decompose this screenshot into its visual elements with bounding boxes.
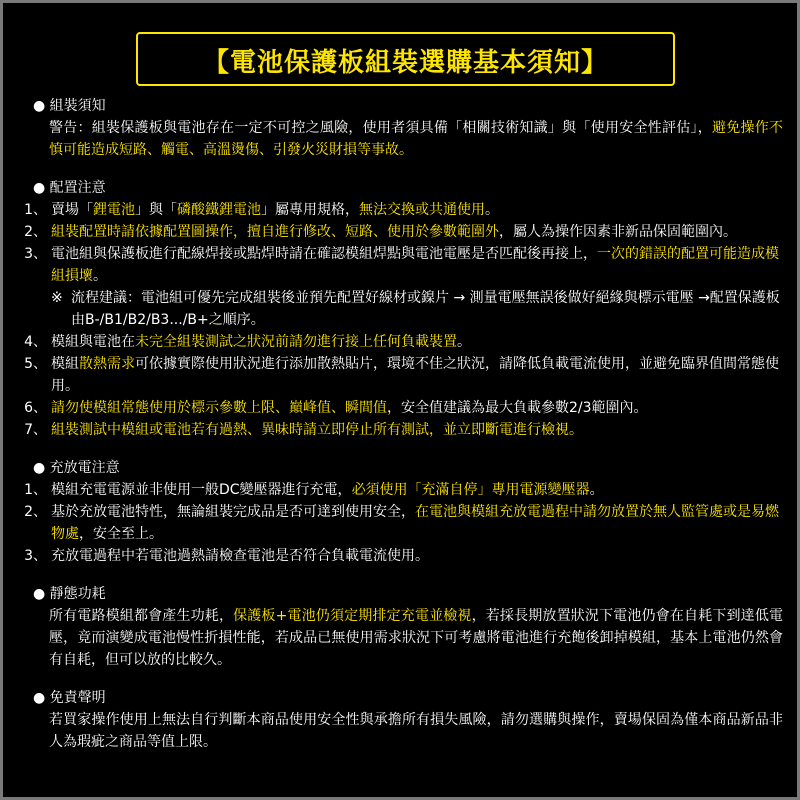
body-text: ，屬人為操作因素非新品保固範圍內。 [499,224,737,240]
body-text: 充放電過程中若電池過熱請檢查電池是否符合負載電流使用。 [51,548,429,564]
body-text: 」與「 [135,202,177,218]
item-number: 2、 [24,504,47,520]
body-text: 。 [485,202,499,218]
highlighted-text: 未完全組裝測試之狀況前請勿進行接上任何負載裝置 [135,334,457,350]
body-text: 。 [457,334,471,350]
body-text: ，若採長期放置狀況下電池仍會在自耗下到達低電壓，竟而演變成電池慢性折損性能，若成品已無使用需求狀況下可考慮將電池進行充飽後卸掉模組，基本上電池仍然會有自耗，但可以放的比較久。 [49,608,784,668]
body-text: ，安全至上。 [79,526,163,542]
bullet-icon: ● [33,690,46,706]
body-text: 基於充放電池特性，無論組裝完成品是否可達到使用安全， [51,504,415,520]
numbered-item [24,545,783,567]
section-heading [33,177,783,199]
body-text: 警告：組裝保護板與電池存在一定不可控之風險，使用者須具備「相關技術知識」與「使用安全性評估」， [49,120,712,136]
item-number: 7、 [24,422,47,438]
section-heading [33,95,783,117]
highlighted-text: 組裝測試中模組或電池若有過熱、異味時請立即停止所有測試，並立即斷電進行檢視。 [51,422,583,438]
page-title: 【電池保護板組裝選購基本須知】 [202,48,608,78]
section-heading [33,457,783,479]
section-title: 靜態功耗 [49,586,106,602]
numbered-item [24,419,783,441]
body-text: 模組充電電源並非使用一般DC變壓器進行充電， [51,482,352,498]
body-text: 模組 [51,356,79,372]
body-text: 若買家操作使用上無法自行判斷本商品使用安全性與承擔所有損失風險，請勿選購與操作，賣場保固為僅本商品新品非人為瑕疵之商品等值上限。 [49,712,783,750]
numbered-item [24,479,783,501]
section-title: 組裝須知 [49,98,106,114]
highlighted-text: 請勿使模組常態使用於標示參數上限、巔峰值、瞬間值 [51,400,387,416]
note-mark-icon: ※ [51,290,63,306]
highlighted-text: 保護板+電池仍須定期排定充電並檢視 [233,608,472,624]
item-number: 2、 [24,224,47,240]
highlighted-text: 無法交換或共通使用 [359,202,485,218]
item-number: 5、 [24,356,47,372]
notice-section [24,177,783,441]
section-title: 免責聲明 [49,690,106,706]
body-text: 所有電路模組都會產生功耗， [49,608,234,624]
body-text: 」屬專用規格， [261,202,359,218]
notice-section [33,95,783,161]
section-title: 充放電注意 [49,460,120,476]
note-text: 流程建議：電池組可優先完成組裝後並預先配置好線材或鎳片 → 測量電壓無誤後做好絕緣與標示電壓 →配置保護板 由B-/B1/B2/B3.../B+之順序。 [71,290,780,328]
notice-section [33,687,783,753]
section-heading [33,687,783,709]
bullet-icon: ● [33,586,46,602]
body-text: 可依據實際使用狀況進行添加散熱貼片，環境不佳之狀況，請降低負載電流使用，並避免臨界值間常態使用。 [51,356,779,394]
item-number: 4、 [24,334,47,350]
highlighted-text: 組裝配置時請依據配置圖操作，擅自進行修改、短路、使用於參數範圍外 [51,224,499,240]
body-text: 模組與電池在 [51,334,135,350]
highlighted-text: 避免操作不慎可能造成短路、觸電、高溫燙傷、引發火災財損等事故。 [49,120,784,158]
item-number: 3、 [24,246,47,262]
body-text: 電池組與保護板進行配線焊接或點焊時請在確認模組焊點與電池電壓是否匹配後再接上， [51,246,597,262]
body-text: 。 [589,482,604,498]
section-title: 配置注意 [49,180,106,196]
numbered-item [24,243,783,287]
numbered-item [24,199,783,221]
body-text: 賣場「 [51,202,93,218]
section-paragraph [49,709,783,753]
highlighted-text: 鋰電池 [93,202,135,218]
section-heading [33,583,783,605]
item-number: 1、 [24,482,47,498]
bullet-icon: ● [33,180,46,196]
highlighted-text: 必須使用「充滿自停」專用電源變壓器 [351,482,590,498]
item-note [51,287,783,331]
item-number: 1、 [24,202,47,218]
highlighted-text: 散熱需求 [79,356,135,372]
notice-section [33,583,783,671]
numbered-item [24,397,783,419]
highlighted-text: 在電池與模組充放電過程中請勿放置於無人監管處或是易燃物處 [51,504,779,542]
notice-section [24,457,783,567]
item-number: 3、 [24,548,47,564]
title-banner [136,32,675,86]
highlighted-text: 磷酸鐵鋰電池 [177,202,261,218]
body-text: 。 [93,268,107,284]
item-number: 6、 [24,400,47,416]
numbered-item [24,353,783,397]
numbered-item [24,331,783,353]
section-paragraph [49,117,783,161]
section-paragraph [49,605,783,671]
numbered-item [24,221,783,243]
bullet-icon: ● [33,98,46,114]
bullet-icon: ● [33,460,46,476]
body-text: ，安全值建議為最大負載參數2/3範圍內。 [387,400,648,416]
notice-content [24,95,784,769]
numbered-item [24,501,783,545]
highlighted-text: 一次的錯誤的配置可能造成模組損壞 [51,246,779,284]
